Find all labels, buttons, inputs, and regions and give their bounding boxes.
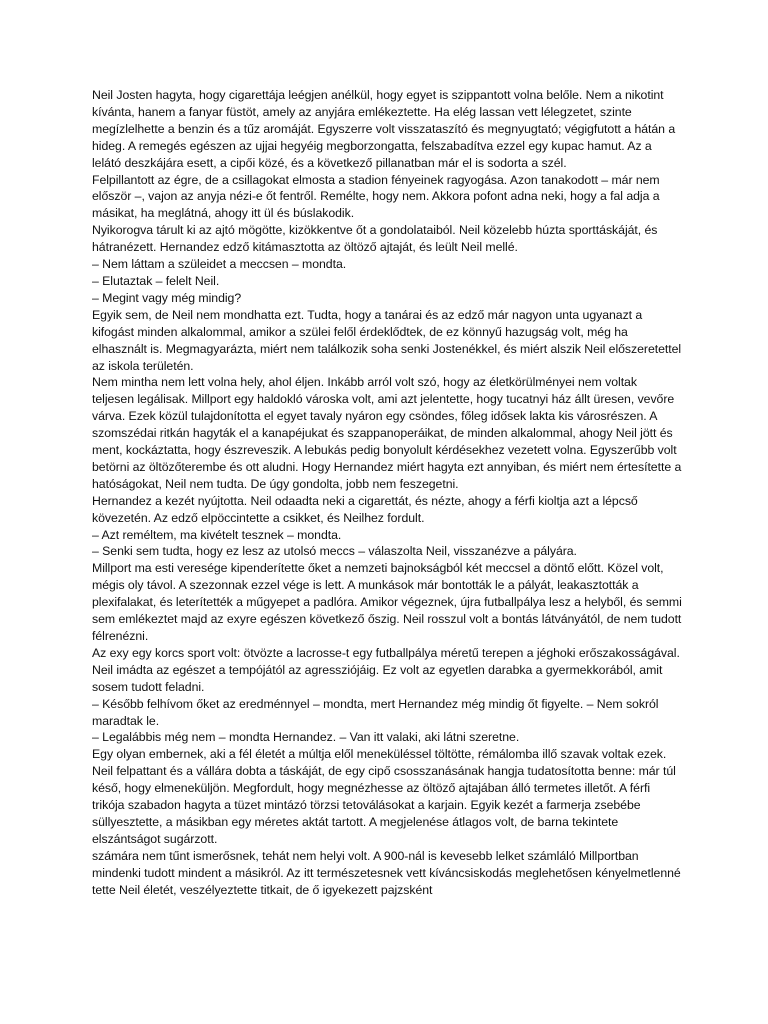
- dialogue-line: – Senki sem tudta, hogy ez lesz az utolsó meccs – válaszolta Neil, visszanézve a pályára.: [92, 544, 577, 559]
- body-text: [92, 87, 682, 899]
- dialogue-line: – Megint vagy még mindig?: [92, 290, 242, 305]
- paragraph: Nyikorogva tárult ki az ajtó mögötte, kizökkentve őt a gondolataiból. Neil közelebb húzta sporttáskáját, és hátranézett. Hernandez edző kitámasztotta az öltöző ajtaját, és leült Neil mellé.: [92, 223, 658, 255]
- paragraph: számára nem tűnt ismerősnek, tehát nem helyi volt. A 900-nál is kevesebb lelket számláló Millportban mindenki tudott mindent a másikról. Az itt természetesnek vett kíváncsiskodás meglehetősen kényelmetlenné tette Neil életét, veszélyeztette titkait, de ő igyekezett pajzsként: [92, 848, 681, 897]
- paragraph: Neil Josten hagyta, hogy cigarettája leégjen anélkül, hogy egyet is szippantott volna belőle. Nem a nikotint kívánta, hanem a fanyar füstöt, amely az anyjára emlékeztette. Ha elég lassan vett lélegzetet, szinte megízlelhette a benzin és a tűz aromáját. Egyszerre volt visszataszító és megnyugtató; végigfutott a hátán a hideg. A remegés egészen az ujjai hegyéig megborzongatta, felszabadítva ezzel egy kupac hamut. Az a lelátó deszkájára esett, a cipői közé, és a következő pillanatban már el is sodorta a szél.: [92, 88, 676, 170]
- paragraph: Egyik sem, de Neil nem mondhatta ezt. Tudta, hogy a tanárai és az edző már nagyon unta ugyanazt a kifogást minden alkalommal, amikor a szülei felől érdeklődtek, de ez könnyű hazugság volt, még ha elhasznált is. Megmagyarázta, miért nem találkozik soha senki Jostenékkel, és miért alszik Neil előszeretettel az iskola területén.: [92, 307, 682, 373]
- paragraph: Az exy egy korcs sport volt: ötvözte a lacrosse-t egy futballpálya méretű terepen a jéghoki erőszakosságával. Neil imádta az egészet a tempójától az agressziójáig. Ez volt az egyetlen darabka a gyermekkorából, amit sosem tudott feladni.: [92, 645, 680, 694]
- paragraph: Felpillantott az égre, de a csillagokat elmosta a stadion fényeinek ragyogása. Azon tanakodott – már nem először –, vajon az anyja nézi-e őt fentről. Remélte, hogy nem. Akkora pofont adna neki, hogy a fal adja a másikat, ha meglátná, ahogy itt ül és búslakodik.: [92, 172, 660, 221]
- paragraph: Millport ma esti veresége kipenderítette őket a nemzeti bajnokságból két meccsel a döntő előtt. Közel volt, mégis oly távol. A szezonnak ezzel vége is lett. A munkások már bontották le a pályát, leakasztották a plexifalakat, és leterítették a műgyepet a padlóra. Amikor végeznek, újra futballpálya lesz a helyből, és semmi sem emlékeztet majd az exyre egészen következő őszig. Neil rosszul volt a bontás látványától, de nem tudott félrenézni.: [92, 561, 682, 643]
- paragraph: Egy olyan embernek, aki a fél életét a múltja elől meneküléssel töltötte, rémálomba illő szavak voltak ezek. Neil felpattant és a vállára dobta a táskáját, de egy cipő csosszanásának hangja tudatosította benne: már túl késő, hogy elmeneküljön. Megfordult, hogy megnézhesse az öltöző ajtajában álló termetes illetőt. A férfi trikója szabadon hagyta a tüzet mintázó törzsi tetoválásokat a karjain. Egyik kezét a farmerja zsebébe süllyesztette, a másikban egy méretes aktát tartott. A megjelenése átlagos volt, de barna tekintete elszántságot sugárzott.: [92, 747, 676, 846]
- dialogue-line: – Elutaztak – felelt Neil.: [92, 273, 220, 288]
- paragraph: Nem mintha nem lett volna hely, ahol éljen. Inkább arról volt szó, hogy az életkörülményei nem voltak teljesen legálisak. Millport egy haldokló városka volt, ami azt jelentette, hogy tucatnyi ház állt üresen, vevőre várva. Ezek közül tulajdonította el egyet tavaly nyáron egy csöndes, főleg idősek lakta kis városrészen. A szomszédai ritkán hagyták el a kanapéjukat és szappanoperáikat, de minden alkalommal, ahogy Neil jött és ment, kockáztatta, hogy észreveszik. A lebukás pedig bonyolult kérdésekhez vezetett volna. Egyszerűbb volt betörni az öltözőterembe és ott aludni. Hogy Hernandez miért hagyta ezt annyiban, és miért nem értesítette a hatóságokat, Neil nem tudta. De úgy gondolta, jobb nem feszegetni.: [92, 375, 682, 491]
- dialogue-line: – Legalábbis még nem – mondta Hernandez. – Van itt valaki, aki látni szeretne.: [92, 730, 520, 745]
- dialogue-line: – Nem láttam a szüleidet a meccsen – mondta.: [92, 257, 347, 272]
- paragraph: Hernandez a kezét nyújtotta. Neil odaadta neki a cigarettát, és nézte, ahogy a férfi kioltja azt a lépcső kövezetén. Az edző elpöccintette a csikket, és Neilhez fordult.: [92, 493, 638, 525]
- dialogue-line: – Később felhívom őket az eredménnyel – mondta, mert Hernandez még mindig őt figyelte. – Nem sokról maradtak le.: [92, 696, 659, 728]
- dialogue-line: – Azt reméltem, ma kivételt tesznek – mondta.: [92, 527, 342, 542]
